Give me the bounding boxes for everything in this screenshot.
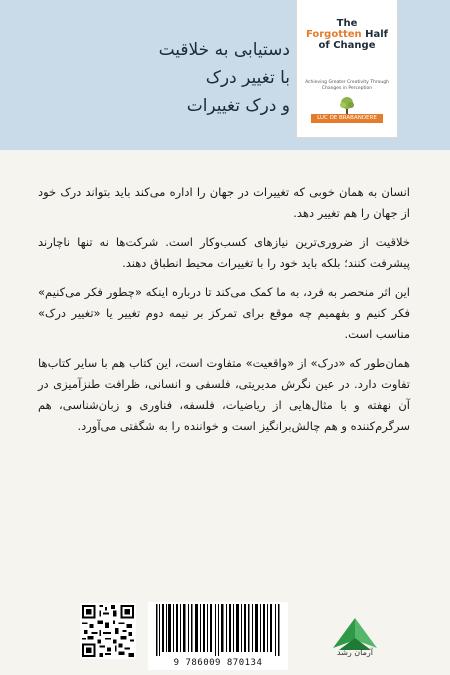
isbn-barcode bbox=[148, 602, 288, 670]
cover-title-half: Half bbox=[365, 29, 389, 40]
paragraph-3: این اثر منحصر به فرد، به ما کمک می‌کند تا درباره اینکه «چطور فکر می‌کنیم» فکر کنیم و بفهمیم چه موقع برای تمرکز بر نیمه دوم تغییر یا «تغییر درک» مناسب است. bbox=[38, 285, 410, 341]
publisher-name: آرمان رشد bbox=[337, 648, 373, 657]
paragraph-4: همان‌طور که «درک» از «واقعیت» متفاوت است، این کتاب هم با سایر کتاب‌ها تفاوت دارد. در عین نگرش مدیریتی، فلسفی و انسانی، ظرافت طنزآمیزی در آن نهفته و با مثال‌هایی از ریاضیات، فلسفه، فناوری و زبان‌شناسی، هم سرگرم‌کننده و هم چالش‌برانگیز است و خواننده را به شگفتی می‌آورد. bbox=[38, 356, 410, 433]
paragraph-1: انسان به همان خوبی که تغییرات در جهان را اداره می‌کند باید بتواند درک خود از جهان را هم تغییر دهد. bbox=[38, 185, 410, 220]
header-title-line-3: و درک تغییرات bbox=[186, 96, 290, 116]
header-band bbox=[0, 0, 450, 150]
book-cover-thumbnail bbox=[297, 0, 397, 137]
paragraph-2: خلاقیت از ضروری‌ترین نیازهای کسب‌وکار است. شرکت‌ها نه تنها ناچارند پیشرفت کنند؛ بلکه باید خود را با تغییرات محیط انطباق دهند. bbox=[38, 235, 410, 270]
cover-author: LUC DE BRABANDERE bbox=[311, 114, 383, 123]
cover-title-the: The bbox=[336, 18, 358, 29]
cover-title-change: of Change bbox=[318, 40, 376, 51]
cover-subtitle: Achieving Greater Creativity Through Changes in Perception bbox=[305, 80, 389, 91]
qr-code bbox=[80, 603, 136, 659]
header-title-line-2: با تغییر درک bbox=[205, 68, 290, 88]
description-text bbox=[38, 182, 410, 445]
tree-icon bbox=[338, 96, 356, 114]
barcode-bars bbox=[148, 602, 288, 656]
cover-title-forgotten bbox=[297, 29, 397, 40]
book-cover-title bbox=[297, 18, 397, 51]
cover-title-forgotten-word: Forgotten bbox=[305, 29, 362, 40]
isbn-digits: 9 786009 870134 bbox=[173, 658, 263, 668]
header-title bbox=[50, 36, 290, 120]
header-title-line-1: دستیابی به خلاقیت bbox=[158, 40, 290, 60]
